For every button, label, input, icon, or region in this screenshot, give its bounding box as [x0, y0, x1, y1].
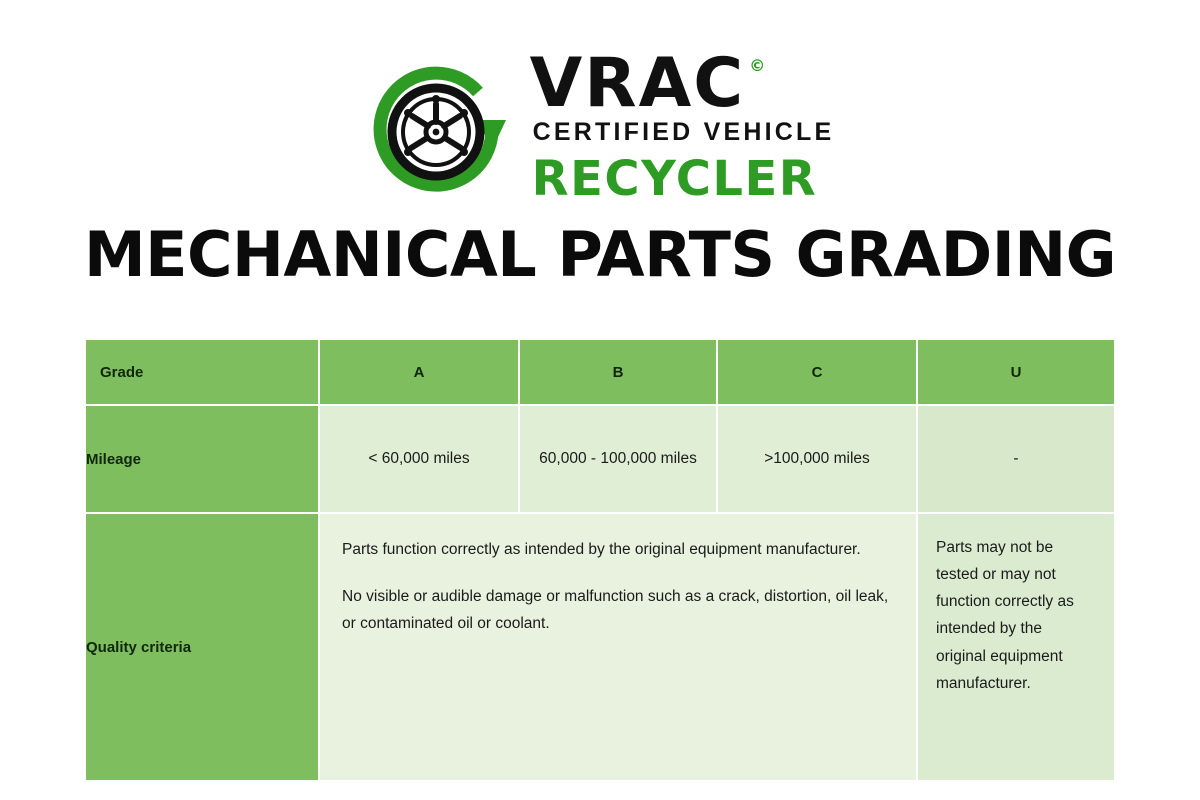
- quality-u-text: Parts may not be tested or may not function correctly as intended by the original equipment manufacturer.: [936, 539, 1074, 692]
- wheel-with-recycle-arrow-icon: [366, 58, 516, 198]
- header-grade-a: A: [319, 340, 519, 405]
- quality-paragraph-2: No visible or audible damage or malfunction such as a crack, distortion, oil leak, or contaminated oil or coolant.: [342, 588, 889, 633]
- row-label-mileage: Mileage: [86, 405, 319, 513]
- vrac-logo: [0, 44, 1200, 207]
- header-grade-label: Grade: [86, 340, 319, 405]
- mileage-grade-a: < 60,000 miles: [319, 405, 519, 513]
- mileage-grade-b: 60,000 - 100,000 miles: [519, 405, 717, 513]
- quality-criteria-u: [917, 513, 1114, 780]
- registered-mark-icon: ©: [749, 56, 768, 75]
- logo-tagline: CERTIFIED VEHICLE: [532, 118, 835, 146]
- quality-paragraph-1: Parts function correctly as intended by the original equipment manufacturer.: [342, 541, 861, 558]
- logo-brand: [529, 44, 835, 123]
- table-header-row: [86, 340, 1114, 405]
- header-grade-u: U: [917, 340, 1114, 405]
- logo-recycler-word: RECYCLER: [531, 151, 818, 207]
- quality-criteria-abc: [319, 513, 917, 780]
- mechanical-parts-grading-table: [86, 340, 1114, 780]
- logo-brand-text: VRAC: [529, 44, 746, 123]
- header-grade-c: C: [717, 340, 917, 405]
- page-title: MECHANICAL PARTS GRADING: [83, 218, 1117, 291]
- table-row-quality-criteria: [86, 513, 1114, 780]
- mileage-grade-u: -: [917, 405, 1114, 513]
- logo-inner: [366, 44, 835, 207]
- header-grade-b: B: [519, 340, 717, 405]
- row-label-quality-criteria: Quality criteria: [86, 513, 319, 780]
- table-row-mileage: [86, 405, 1114, 513]
- logo-wordmark: [529, 44, 835, 207]
- mileage-grade-c: >100,000 miles: [717, 405, 917, 513]
